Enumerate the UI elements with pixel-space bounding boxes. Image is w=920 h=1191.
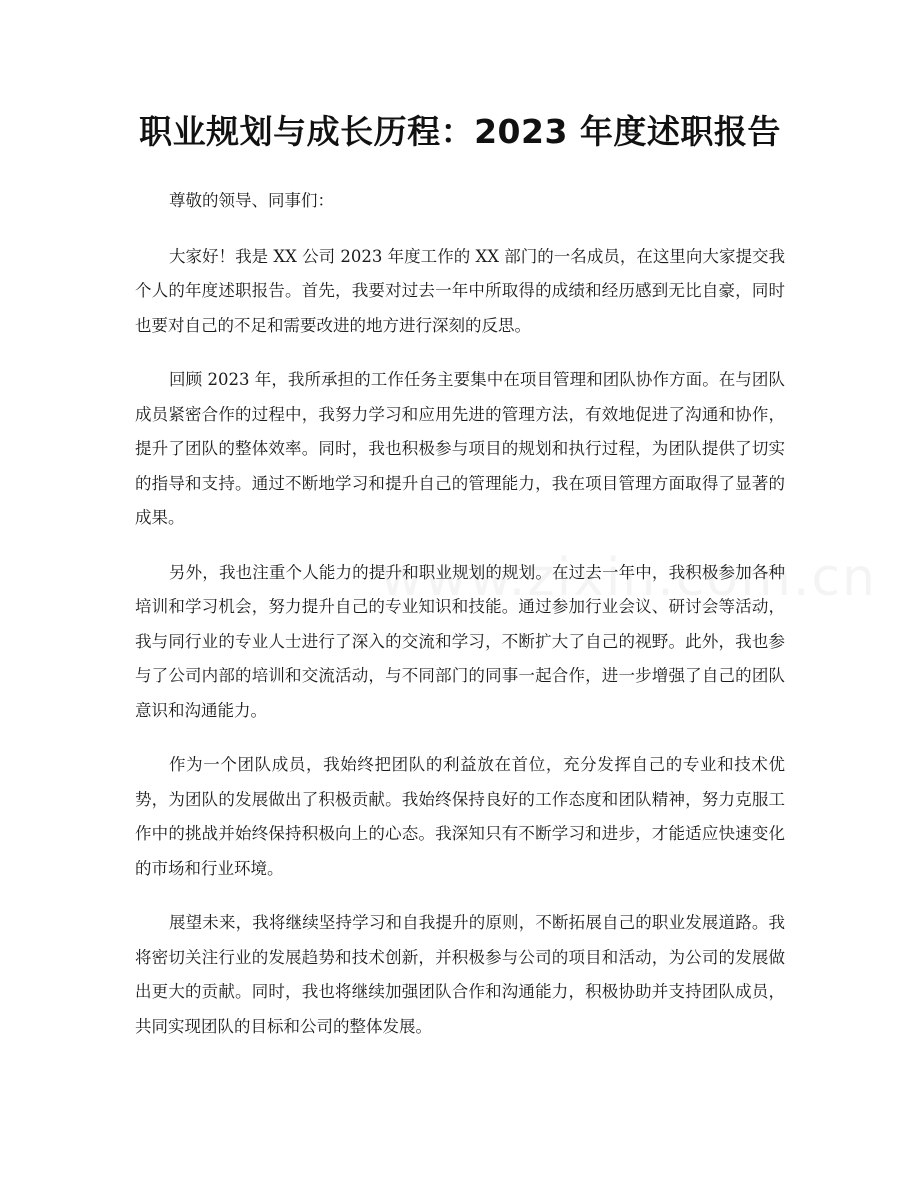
paragraph-growth: 另外，我也注重个人能力的提升和职业规划的规划。在过去一年中，我积极参加各种培训和学习机会，努力提升自己的专业知识和技能。通过参加行业会议、研讨会等活动，我与同行业的专业人士进行了深入的交流和学习，不断扩大了自己的视野。此外，我也参与了公司内部的培训和交流活动，与不同部门的同事一起合作，进一步增强了自己的团队意识和沟通能力。 xyxy=(135,562,785,720)
greeting: 尊敬的领导、同事们： xyxy=(169,191,334,210)
paragraph-teamwork: 作为一个团队成员，我始终把团队的利益放在首位，充分发挥自己的专业和技术优势，为团队的发展做出了积极贡献。我始终保持良好的工作态度和团队精神，努力克服工作中的挑战并始终保持积极向上的心态。我深知只有不断学习和进步，才能适应快速变化的市场和行业环境。 xyxy=(135,755,785,878)
paragraph-review: 回顾 2023 年，我所承担的工作任务主要集中在项目管理和团队协作方面。在与团队成员紧密合作的过程中，我努力学习和应用先进的管理方法，有效地促进了沟通和协作，提升了团队的整体效率。同时，我也积极参与项目的规划和执行过程，为团队提供了切实的指导和支持。通过不断地学习和提升自己的管理能力，我在项目管理方面取得了显著的成果。 xyxy=(135,370,785,527)
document-title: 职业规划与成长历程：2023 年度述职报告 xyxy=(139,112,781,151)
paragraph-outlook: 展望未来，我将继续坚持学习和自我提升的原则，不断拓展自己的职业发展道路。我将密切关注行业的发展趋势和技术创新，并积极参与公司的项目和活动，为公司的发展做出更大的贡献。同时，我也将继续加强团队合作和沟通能力，积极协助并支持团队成员，共同实现团队的目标和公司的整体发展。 xyxy=(135,913,785,1036)
paragraph-intro: 大家好！我是 XX 公司 2023 年度工作的 XX 部门的一名成员，在这里向大家提交我个人的年度述职报告。首先，我要对过去一年中所取得的成绩和经历感到无比自豪，同时也要对自己的不足和需要改进的地方进行深刻的反思。 xyxy=(135,246,785,335)
document-body xyxy=(135,184,785,1064)
